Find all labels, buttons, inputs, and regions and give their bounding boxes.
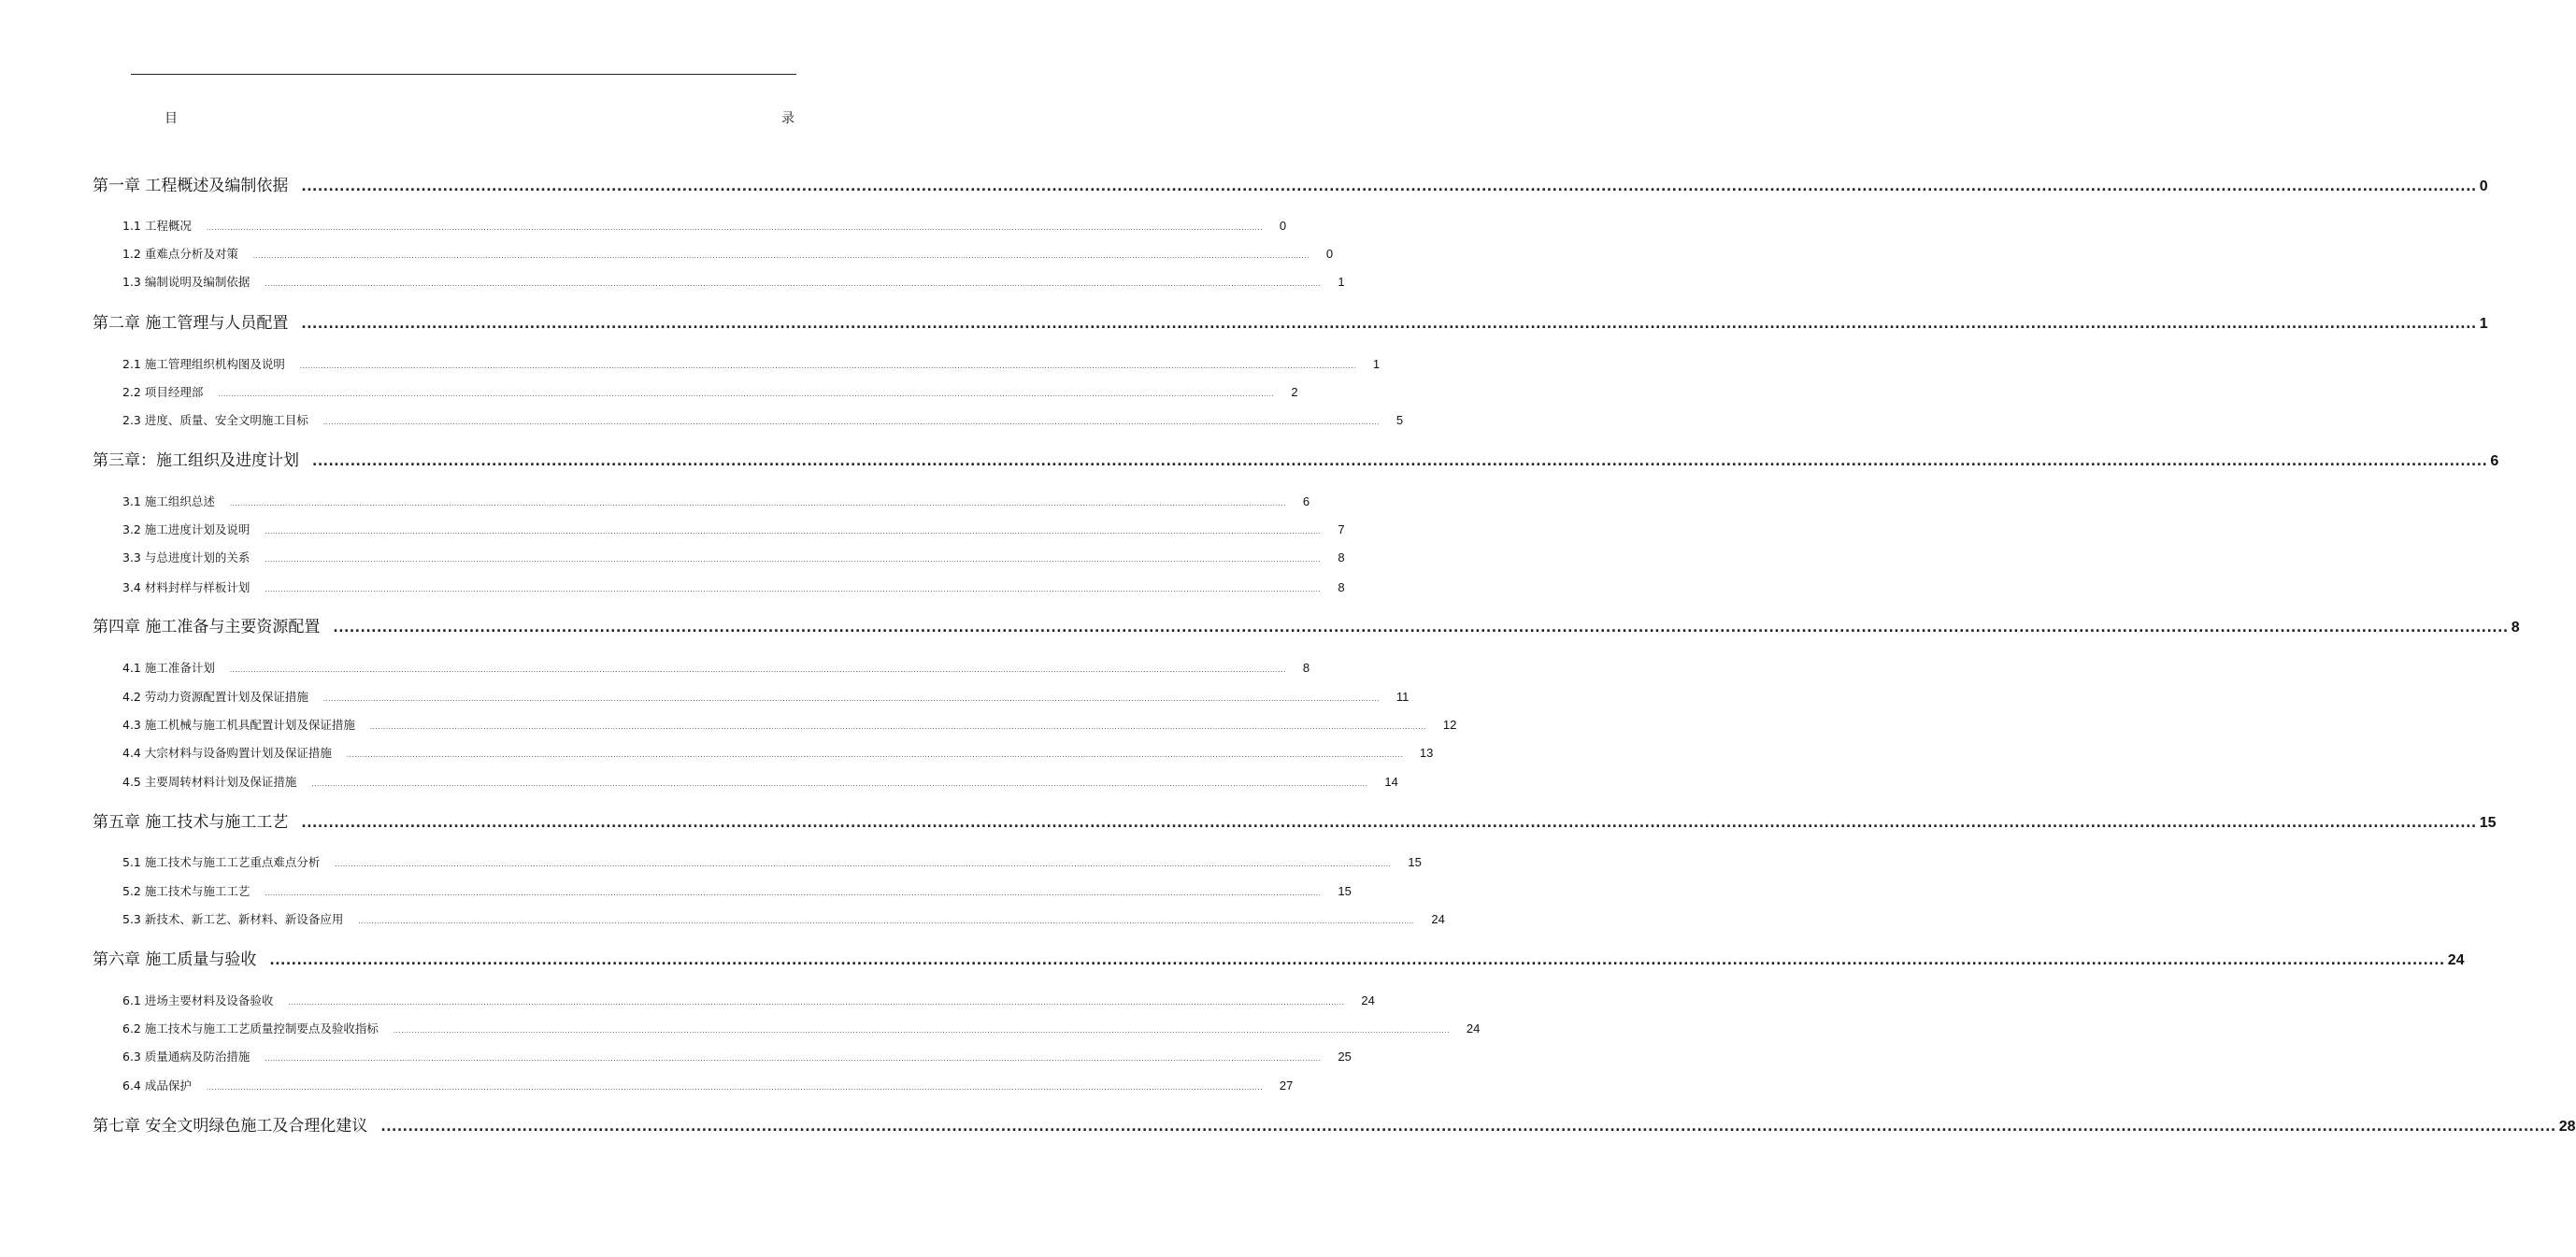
toc-leader-dots: ................................................................................................................................................................................................................................................................................................................................................................................................................ <box>269 953 2445 968</box>
toc-section-page: 1 <box>1338 275 1345 289</box>
toc-leader-dots: ................................................................................................................................................................................................................................................................................................................................................................................................................ <box>301 317 2477 332</box>
toc-chapter-title: 第三章：施工组织及进度计划 <box>93 451 299 470</box>
toc-chapter-title: 第五章 施工技术与施工工艺 <box>93 813 289 832</box>
toc-section-row[interactable] <box>122 217 1287 234</box>
toc-section-row[interactable] <box>122 493 1310 509</box>
toc-section-title: 5.3 新技术、新工艺、新材料、新设备应用 <box>122 912 344 926</box>
toc-leader-dots: ................................................................................................................................................................................................................................................................................................................................................................................................................ <box>288 999 1345 1007</box>
toc-section-row[interactable] <box>122 383 1298 400</box>
toc-chapter-page: 1 <box>2479 316 2488 332</box>
toc-leader-dots: ................................................................................................................................................................................................................................................................................................................................................................................................................ <box>346 751 1403 759</box>
toc-section-row[interactable] <box>122 273 1345 290</box>
toc-section-title: 6.4 成品保护 <box>122 1078 192 1093</box>
toc-section-row[interactable] <box>122 549 1345 565</box>
toc-leader-dots: ................................................................................................................................................................................................................................................................................................................................................................................................................ <box>299 363 1356 370</box>
toc-section-page: 12 <box>1442 718 1457 732</box>
toc-chapter-page: 0 <box>2479 179 2488 194</box>
toc-section-title: 5.1 施工技术与施工工艺重点难点分析 <box>122 855 321 869</box>
toc-section-title: 6.2 施工技术与施工工艺质量控制要点及验收指标 <box>122 1021 379 1036</box>
toc-chapter-title: 第一章 工程概述及编制依据 <box>93 177 289 195</box>
toc-section-title: 3.4 材料封样与样板计划 <box>122 580 250 594</box>
toc-chapter-title: 第七章 安全文明绿色施工及合理化建议 <box>93 1117 368 1136</box>
toc-section-title: 1.2 重难点分析及对策 <box>122 247 238 261</box>
toc-chapter-row[interactable] <box>93 309 2488 333</box>
toc-section-title: 4.4 大宗材料与设备购置计划及保证措施 <box>122 746 332 760</box>
toc-leader-dots: ................................................................................................................................................................................................................................................................................................................................................................................................................ <box>229 500 1286 507</box>
toc-leader-dots: ................................................................................................................................................................................................................................................................................................................................................................................................................ <box>312 454 2488 469</box>
toc-section-page: 24 <box>1361 993 1375 1007</box>
toc-chapter-row[interactable] <box>93 808 2497 832</box>
toc-section-title: 4.2 劳动力资源配置计划及保证措施 <box>122 690 308 704</box>
toc-section-row[interactable] <box>122 579 1345 595</box>
toc-section-title: 4.5 主要周转材料计划及保证措施 <box>122 775 297 789</box>
toc-chapter-title: 第二章 施工管理与人员配置 <box>93 314 289 333</box>
toc-leader-dots: ................................................................................................................................................................................................................................................................................................................................................................................................................ <box>322 695 1380 703</box>
toc-chapter-row[interactable] <box>93 1112 2576 1136</box>
toc-leader-dots: ................................................................................................................................................................................................................................................................................................................................................................................................................ <box>333 621 2509 636</box>
toc-section-title: 1.1 工程概况 <box>122 219 192 233</box>
toc-section-row[interactable] <box>122 245 1334 262</box>
toc-section-page: 7 <box>1338 522 1345 536</box>
toc-leader-dots: ................................................................................................................................................................................................................................................................................................................................................................................................................ <box>265 586 1322 593</box>
toc-chapter-page: 15 <box>2479 815 2497 831</box>
toc-section-title: 3.3 与总进度计划的关系 <box>122 550 250 564</box>
toc-section-page: 8 <box>1338 580 1345 594</box>
toc-leader-dots: ................................................................................................................................................................................................................................................................................................................................................................................................................ <box>206 1084 1263 1092</box>
header-rule <box>131 74 796 75</box>
toc-section-title: 4.3 施工机械与施工机具配置计划及保证措施 <box>122 718 355 732</box>
toc-leader-dots: ................................................................................................................................................................................................................................................................................................................................................................................................................ <box>393 1027 1450 1035</box>
toc-chapter-page: 6 <box>2490 453 2499 469</box>
toc-section-page: 0 <box>1325 247 1334 261</box>
toc-title-left: 目 <box>165 111 178 126</box>
toc-leader-dots: ................................................................................................................................................................................................................................................................................................................................................................................................................ <box>206 224 1263 232</box>
toc-leader-dots: ................................................................................................................................................................................................................................................................................................................................................................................................................ <box>301 179 2477 194</box>
toc-section-row[interactable] <box>122 1048 1352 1064</box>
toc-section-row[interactable] <box>122 992 1375 1008</box>
toc-section-title: 2.2 项目经理部 <box>122 385 204 399</box>
toc-section-page: 6 <box>1302 494 1310 508</box>
toc-leader-dots: ................................................................................................................................................................................................................................................................................................................................................................................................................ <box>218 391 1275 398</box>
toc-section-page: 5 <box>1395 413 1404 427</box>
toc-leader-dots: ................................................................................................................................................................................................................................................................................................................................................................................................................ <box>301 816 2477 831</box>
toc-section-row[interactable] <box>122 910 1445 927</box>
toc-section-row[interactable] <box>122 659 1310 676</box>
toc-leader-dots: ................................................................................................................................................................................................................................................................................................................................................................................................................ <box>311 780 1368 788</box>
toc-section-title: 6.1 进场主要材料及设备验收 <box>122 993 274 1007</box>
toc-leader-dots: ................................................................................................................................................................................................................................................................................................................................................................................................................ <box>380 1120 2556 1135</box>
toc-leader-dots: ................................................................................................................................................................................................................................................................................................................................................................................................................ <box>265 556 1322 564</box>
toc-leader-dots: ................................................................................................................................................................................................................................................................................................................................................................................................................ <box>265 280 1322 288</box>
toc-section-page: 25 <box>1338 1050 1352 1064</box>
toc-section-row[interactable] <box>122 882 1352 899</box>
toc-leader-dots: ................................................................................................................................................................................................................................................................................................................................................................................................................ <box>265 890 1322 897</box>
toc-section-row[interactable] <box>122 1077 1294 1093</box>
toc-section-title: 2.3 进度、质量、安全文明施工目标 <box>122 413 308 427</box>
toc-leader-dots: ................................................................................................................................................................................................................................................................................................................................................................................................................ <box>265 528 1322 536</box>
toc-chapter-row[interactable] <box>93 946 2465 969</box>
toc-section-page: 8 <box>1338 550 1345 564</box>
toc-section-page: 24 <box>1466 1021 1481 1036</box>
toc-section-row[interactable] <box>122 744 1434 761</box>
toc-leader-dots: ................................................................................................................................................................................................................................................................................................................................................................................................................ <box>335 861 1392 868</box>
toc-section-page: 15 <box>1338 884 1352 898</box>
toc-section-row[interactable] <box>122 853 1422 870</box>
toc-section-title: 3.2 施工进度计划及说明 <box>122 522 250 536</box>
toc-section-row[interactable] <box>122 1020 1481 1036</box>
toc-section-title: 3.1 施工组织总述 <box>122 494 215 508</box>
toc-title-right: 录 <box>781 111 794 126</box>
toc-section-page: 11 <box>1395 690 1410 704</box>
toc-leader-dots: ................................................................................................................................................................................................................................................................................................................................................................................................................ <box>252 252 1309 260</box>
toc-chapter-page: 24 <box>2447 952 2465 968</box>
toc-section-page: 0 <box>1279 219 1287 233</box>
toc-section-row[interactable] <box>122 521 1345 537</box>
toc-chapter-page: 28 <box>2558 1119 2576 1135</box>
toc-leader-dots: ................................................................................................................................................................................................................................................................................................................................................................................................................ <box>265 1055 1322 1063</box>
toc-section-page: 8 <box>1302 661 1310 675</box>
toc-leader-dots: ................................................................................................................................................................................................................................................................................................................................................................................................................ <box>369 723 1426 731</box>
toc-section-title: 6.3 质量通病及防治措施 <box>122 1050 250 1064</box>
toc-section-row[interactable] <box>122 773 1398 790</box>
toc-section-row[interactable] <box>122 411 1404 428</box>
toc-section-page: 15 <box>1408 855 1422 869</box>
toc-chapter-title: 第四章 施工准备与主要资源配置 <box>93 618 321 636</box>
toc-section-row[interactable] <box>122 355 1381 372</box>
toc-chapter-row[interactable] <box>93 447 2499 470</box>
toc-section-title: 1.3 编制说明及编制依据 <box>122 275 250 289</box>
toc-section-page: 13 <box>1419 746 1434 760</box>
toc-section-title: 4.1 施工准备计划 <box>122 661 215 675</box>
toc-section-title: 2.1 施工管理组织机构图及说明 <box>122 357 285 371</box>
toc-section-page: 24 <box>1431 912 1445 926</box>
toc-section-page: 27 <box>1279 1078 1294 1093</box>
toc-leader-dots: ................................................................................................................................................................................................................................................................................................................................................................................................................ <box>229 666 1286 674</box>
toc-section-page: 14 <box>1384 775 1398 789</box>
toc-section-row[interactable] <box>122 716 1457 733</box>
toc-section-title: 5.2 施工技术与施工工艺 <box>122 884 250 898</box>
toc-leader-dots: ................................................................................................................................................................................................................................................................................................................................................................................................................ <box>358 918 1415 925</box>
toc-chapter-title: 第六章 施工质量与验收 <box>93 950 257 969</box>
toc-chapter-row[interactable] <box>93 172 2488 195</box>
toc-leader-dots: ................................................................................................................................................................................................................................................................................................................................................................................................................ <box>322 419 1380 426</box>
toc-section-page: 2 <box>1291 385 1298 399</box>
toc-chapter-page: 8 <box>2511 620 2520 636</box>
toc-section-page: 1 <box>1372 357 1381 371</box>
toc-chapter-row[interactable] <box>93 613 2520 636</box>
toc-section-row[interactable] <box>122 688 1410 705</box>
